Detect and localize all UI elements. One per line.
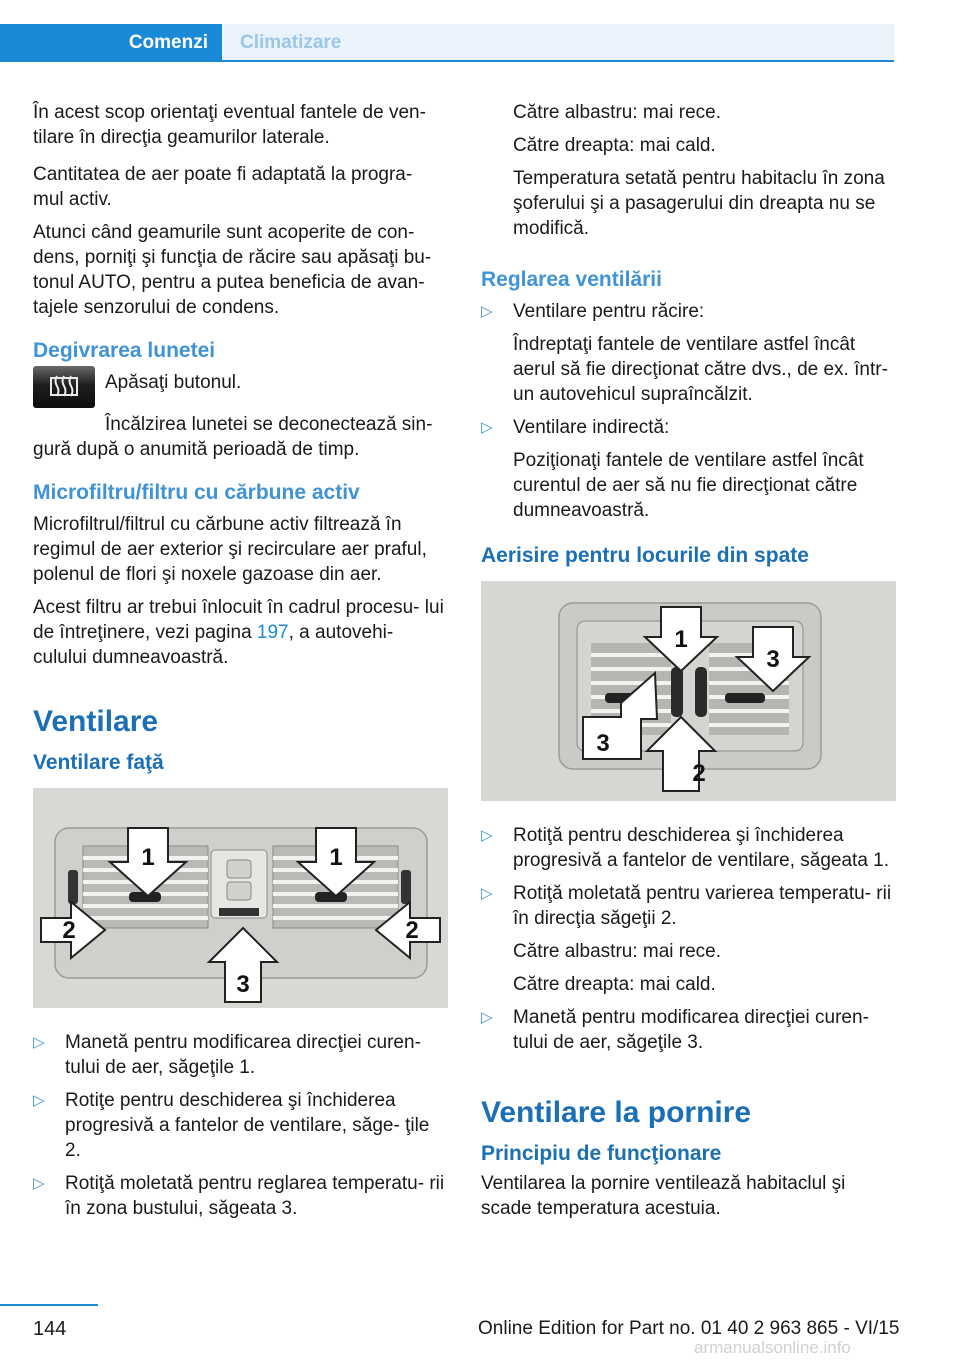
section-heading-principle: Principiu de funcţionare: [481, 1142, 722, 1165]
bullet-triangle-icon: ▷: [33, 1092, 45, 1109]
paragraph: [33, 595, 448, 670]
left-column: [33, 100, 448, 1229]
callout-label: 1: [329, 844, 343, 871]
callout-label: 3: [236, 971, 250, 998]
list-item-text: Rotiţă moletată pentru reglarea temperatu‐ rii în zona bustului, săgeata 3.: [65, 1173, 445, 1219]
rear-vents-figure: [481, 581, 896, 801]
callout-label: 2: [405, 917, 419, 944]
list-item-subtext: Îndreptaţi fantele de ventilare astfel încât aerul să fie direcţionat către dvs., de ex. într-un autovehicul supraîncălzit.: [513, 334, 888, 405]
bullet-triangle-icon: ▷: [481, 1009, 493, 1026]
list-item: [481, 823, 896, 873]
paragraph: Cantitatea de aer poate fi adaptată la progra‐ mul activ.: [33, 164, 413, 210]
paragraph: Atunci când geamurile sunt acoperite de con‐ dens, porniţi şi funcţia de răcire sau apăsaţi bu‐ tonul AUTO, pentru a putea beneficia de avan‐ tajele senzorului de condens.: [33, 222, 432, 318]
list-item: [33, 1030, 448, 1080]
front-vents-figure: [33, 788, 448, 1008]
list-item-subtext: Către albastru: mai rece.: [513, 941, 722, 962]
paragraph: Către albastru: mai rece.: [513, 102, 722, 123]
callout-label: 2: [692, 760, 706, 787]
paragraph: Ventilarea la pornire ventilează habitaclul şi scade temperatura acestuia.: [481, 1173, 846, 1219]
list-item-text: Rotiţe pentru deschiderea şi închiderea progresivă a fantelor de ventilare, săge‐ ţile 2.: [65, 1090, 430, 1161]
header-divider: [0, 60, 894, 62]
paragraph: În acest scop orientaţi eventual fantele de ven‐ tilare în direcţia geamurilor laterale.: [33, 102, 426, 148]
section-heading-defrost: Degivrarea lunetei: [33, 339, 216, 362]
chapter-heading-startup: Ventilare la pornire: [481, 1096, 752, 1129]
bullet-triangle-icon: ▷: [481, 885, 493, 902]
section-heading-rear: Aerisire pentru locurile din spate: [481, 544, 809, 567]
list-item: [481, 299, 896, 407]
list-item: [481, 1005, 896, 1055]
chapter-heading-ventilare: Ventilare: [33, 705, 159, 738]
callout-label: 1: [674, 626, 688, 653]
right-column: [481, 100, 896, 1229]
list-item-text: Manetă pentru modificarea direcţiei curen‐ tului de aer, săgeţile 1.: [65, 1032, 421, 1078]
edition-note: Online Edition for Part no. 01 40 2 963 865 - VI/15: [478, 1318, 900, 1339]
list-item-subtext: Către dreapta: mai cald.: [513, 974, 716, 995]
list-item-text: Rotiţă moletată pentru varierea temperatu‐ rii în direcţia săgeţii 2.: [513, 883, 892, 929]
defrost-instruction: [33, 370, 448, 408]
list-item-text: Ventilare pentru răcire:: [513, 301, 705, 322]
filter-text-a: Acest filtru ar trebui înlocuit în cadrul procesu‐ lui de întreţinere, vezi pagina: [33, 597, 444, 643]
rear-window-defrost-button-icon: [33, 366, 95, 408]
page-link-197[interactable]: 197: [256, 622, 289, 643]
defrost-press-text: Apăsaţi butonul.: [105, 372, 242, 393]
list-item: [481, 881, 896, 997]
section-heading-filter: Microfiltru/filtru cu cărbune activ: [33, 481, 360, 504]
callout-label: 3: [766, 646, 780, 673]
callout-label: 1: [141, 844, 155, 871]
tab-climatizare[interactable]: Climatizare: [222, 24, 894, 62]
chapter-header: [0, 0, 960, 62]
paragraph: [33, 412, 448, 462]
section-heading-front: Ventilare faţă: [33, 751, 164, 774]
footer-divider: [0, 1304, 98, 1306]
bullet-triangle-icon: ▷: [481, 419, 493, 436]
list-item: [33, 1088, 448, 1163]
callout-label: 2: [62, 917, 76, 944]
list-item-subtext: Poziţionaţi fantele de ventilare astfel încât curentul de aer să nu fie direcţionat către dumneavoastră.: [513, 450, 864, 521]
page-number: 144: [33, 1318, 67, 1340]
paragraph: Microfiltrul/filtrul cu cărbune activ filtrează în regimul de aer exterior şi recirculare aer praful, polenul de flori şi noxele gazoase din aer.: [33, 514, 427, 585]
section-heading-adjust: Reglarea ventilării: [481, 268, 662, 291]
list-item-text: Rotiţă pentru deschiderea şi închiderea progresivă a fantelor de ventilare, săgeata 1.: [513, 825, 890, 871]
bullet-triangle-icon: ▷: [33, 1175, 45, 1192]
bullet-triangle-icon: ▷: [33, 1034, 45, 1051]
callout-label: 3: [596, 730, 610, 757]
paragraph: Temperatura setată pentru habitaclu în zona şoferului şi a pasagerului din dreapta nu se modifică.: [513, 168, 885, 239]
list-item-text: Manetă pentru modificarea direcţiei curen‐ tului de aer, săgeţile 3.: [513, 1007, 869, 1053]
list-item-text: Ventilare indirectă:: [513, 417, 670, 438]
list-item: [33, 1171, 448, 1221]
list-item: [481, 415, 896, 523]
filter-text-b: , a autovehi‐ culului dumneavoastră.: [33, 622, 394, 668]
tab-comenzi[interactable]: Comenzi: [0, 24, 222, 62]
watermark: armanualsonline.info: [694, 1338, 851, 1357]
paragraph: Către dreapta: mai cald.: [513, 135, 716, 156]
bullet-triangle-icon: ▷: [481, 827, 493, 844]
bullet-triangle-icon: ▷: [481, 303, 493, 320]
defrost-auto-off-text: Încălzirea lunetei se deconectează sin‐ gură după o anumită perioadă de timp.: [33, 414, 433, 460]
